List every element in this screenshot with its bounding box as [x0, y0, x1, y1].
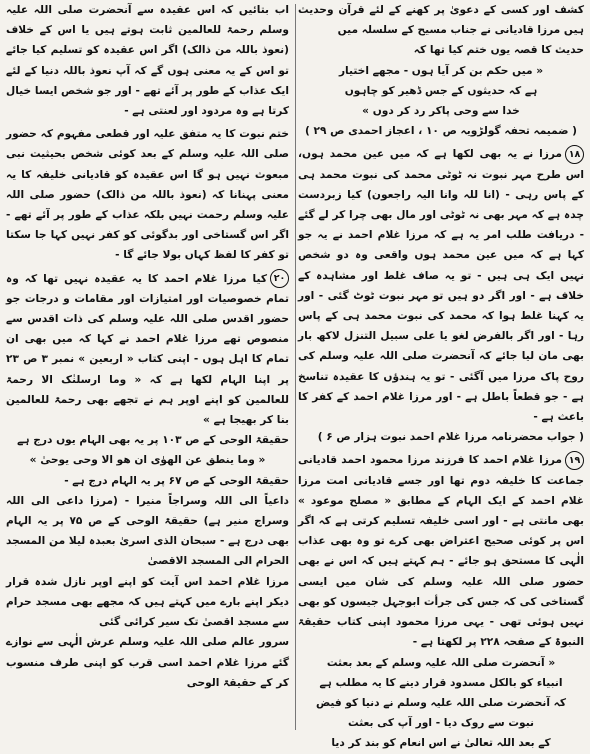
quote-line-4: نبوت سے روک دیا - اور آپ کی بعثت: [347, 717, 534, 730]
quote-line-2: انبیاء کو بالکل مسدود قرار دینے کا یہ مطلب ہے: [319, 676, 563, 689]
quote-line-3: کہ آنحضرت صلی اللہ علیہ وسلم نے دنیا کو فیض: [315, 696, 567, 709]
paragraph-4: حقیقۃ الوحی کے ص ۶۷ پر یہ الہام درج ہے -: [64, 474, 289, 487]
hadith-line: حدیث کا قصہ یوں ختم کیا تھا کہ: [413, 44, 584, 57]
item-number-19: ۱۹: [565, 451, 584, 470]
poem-line-3: خدا سے وحی پاکر رد کر دوں »: [362, 105, 520, 118]
item-20: [4, 269, 291, 431]
paragraph-2: ختم نبوت کا یہ متفق علیہ اور قطعی مفہوم کہ حضور صلی اللہ علیہ وسلم کے بعد کوئی شخص بحیثیت نبی مبعوث نہیں ہو گا اس عقیدہ کو قادیانی خلیفہ کا یہ معنی پہنانا کہ (نعوذ باللہ من ذالک) حضور صلی اللہ علیہ وسلم رحمت نہیں بلکہ عذاب کے طور پر آئے تھے - اگر اس گستاخی اور بدگوئی کو کفر نہیں کہا جا سکتا تو کفر کا لفظ کہاں بولا جائے گا -: [6, 128, 289, 262]
reference-2: ( جواب محضرنامہ مرزا غلام احمد نبوت ہزار ص ۶ ): [317, 431, 584, 444]
paragraph-1: اب بتائیں کہ اس عقیدہ سے آنحضرت صلی اللہ علیہ وسلم رحمۃ للعالمین ثابت ہوتے ہیں یا اس کے خلاف (نعوذ باللہ من ذالک) اگر اس عقیدہ کو تسلیم کیا جائے تو اس کے یہ معنی ہوں گے کہ آپ نعوذ باللہ دنیا کے لئے ایک عذاب کے طور پر آئے تھے - اور جو شخص ایسا خیال کرتا ہے وہ مردود اور لعنتی ہے -: [6, 4, 289, 118]
right-column: [296, 0, 586, 750]
quote-line-1: « آنحضرت صلی اللہ علیہ وسلم کے بعد بعثت: [326, 656, 556, 669]
intro-paragraph: کشف اور کسی کے دعویٰ پر کھنے کے لئے قرآن وحدیث ہیں مرزا قادیانی نے جناب مسیح کے سلسلہ میں: [298, 4, 584, 37]
left-column: [4, 0, 291, 734]
arabic-verse-1: « وما ینطق عن الھوٰی ان ھو الا وحی یوحیٰ »: [29, 454, 266, 467]
paragraph-6: سرور عالم صلی اللہ علیہ وسلم عرش الٰہی سے نوازے گئے مرزا غلام احمد اسی قرب کو اپنی طرف منسوب کر کے حقیقۃ الوحی: [6, 636, 289, 689]
item-number-18: ۱۸: [565, 145, 584, 164]
arabic-verse-2: داعیاً الی اللہ وسراجاً منیرا - (مرزا داعی الی اللہ وسراج منیر ہے) حقیقۃ الوحی کے ص ۷۵ پر یہ الہام بھی درج ہے - سبحان الذی اسریٰ بعبدہ لیلا من المسجد الحرام الی المسجد الاقصیٰ: [6, 494, 289, 568]
poem-line-2: ہے کہ حدیثوں کے جس ڈھیر کو چاہوں: [344, 84, 538, 97]
quote-line-5: کے بعد اللہ تعالیٰ نے اس انعام کو بند کر دیا: [331, 737, 551, 750]
paragraph-5: مرزا غلام احمد اس آیت کو اپنے اوپر نازل شدہ قرار دیکر اپنے بارے میں کہتے ہیں کہ مجھے بھی مسجد حرام سے مسجد اقصیٰ تک سیر کرائی گئی: [6, 575, 289, 629]
poem-line-1: « میں حکم بن کر آیا ہوں - مجھے اختیار: [338, 64, 544, 77]
paragraph-3: حقیقۃ الوحی کے ص ۱۰۳ پر یہ بھی الہام یوں درج ہے: [17, 434, 289, 447]
reference-1: ( ضمیمہ تحفہ گولڑویہ ص ۱۰ ، اعجاز احمدی ص ۲۹ ): [305, 125, 577, 138]
item-19-text: مرزا غلام احمد کا فرزند مرزا محمود احمد قادیانی جماعت کا خلیفہ دوم تھا اور جسے قادیانی امت مرزا غلام احمد کے ایک الہام کے مطابق « مصلح موعود » بھی مانتی ہے - اور اسی خلیفہ تسلیم کرتی ہے کہ اگر اس پر کوئی صحیح اعتراض بھی کرے تو وہ بھی عذاب الٰہی کا مستحق ہو جائے - ہم کہتے ہیں کہ اس نے بھی حضور صلی اللہ علیہ وسلم کی شان میں ایسی گستاخی کی کہ جس کی جرأت ابوجہل جیسوں کو بھی نہیں ہوئی تھی - یہی مرزا محمود اپنی کتاب حقیقۃ النبوۃ کے صفحہ ۲۲۸ پر لکھتا ہے -: [298, 454, 584, 649]
item-20-text: کیا مرزا غلام احمد کا یہ عقیدہ نہیں تھا کہ وہ تمام خصوصیات اور امتیازات اور مقامات و درجات جو حضور اقدس صلی اللہ علیہ وسلم کی ذات اقدس سے منصوص تھے مرزا غلام احمد نے کہا کہ میں بھی ان تمام کا اہل ہوں - اپنی کتاب « اربعین » نمبر ۳ ص ۲۳ پر اپنا الہام لکھا ہے کہ « وما ارسلنٰک الا رحمۃ للعالمین کو اپنے اوپر ہم نے تجھے بھی رحمۃ للعالمین بنا کر بھیجا ہے »: [6, 272, 289, 427]
item-18: [296, 144, 586, 427]
item-19: [296, 450, 586, 652]
item-number-20: ۲۰: [270, 269, 289, 288]
item-18-text: مرزا نے یہ بھی لکھا ہے کہ میں عین محمد ہوں، اس طرح مہر نبوت نہ ٹوٹی محمد کی نبوت محمد ہی کے پاس رہی - (انا للہ وانا الیہ راجعون) کیا زبردست چدہ ہے کہ مہر بھی نہ ٹوٹی اور مال بھی چرا کر لے گئے - دریافت طلب امر یہ ہے کہ مرزا غلام احمد نے یہ جو کہا ہے کہ میں عین محمد ہوں واقعی وہ دو شخص نہیں ایک ہی ہیں - تو یہ صاف غلط اور مشاہدہ کے خلاف ہے - اور اگر دو ہیں تو مہر نبوت ٹوٹ گئی - اور یہ کہنا غلط ہوا کہ محمد کی نبوت محمد ہی کے پاس رہا - اور اگر بالفرض لغو یا علی سبیل التنزل لاکھ بار بھی مان لیا جائے کہ آنحضرت صلی اللہ علیہ وسلم کی روح پاک مرزا میں آگئی - تو یہ ہندؤں کا عقیدہ تناسخ ہے - جو قطعاً باطل ہے - اور مرزا غلام احمد کے کفر کا باعث ہے -: [298, 148, 584, 424]
